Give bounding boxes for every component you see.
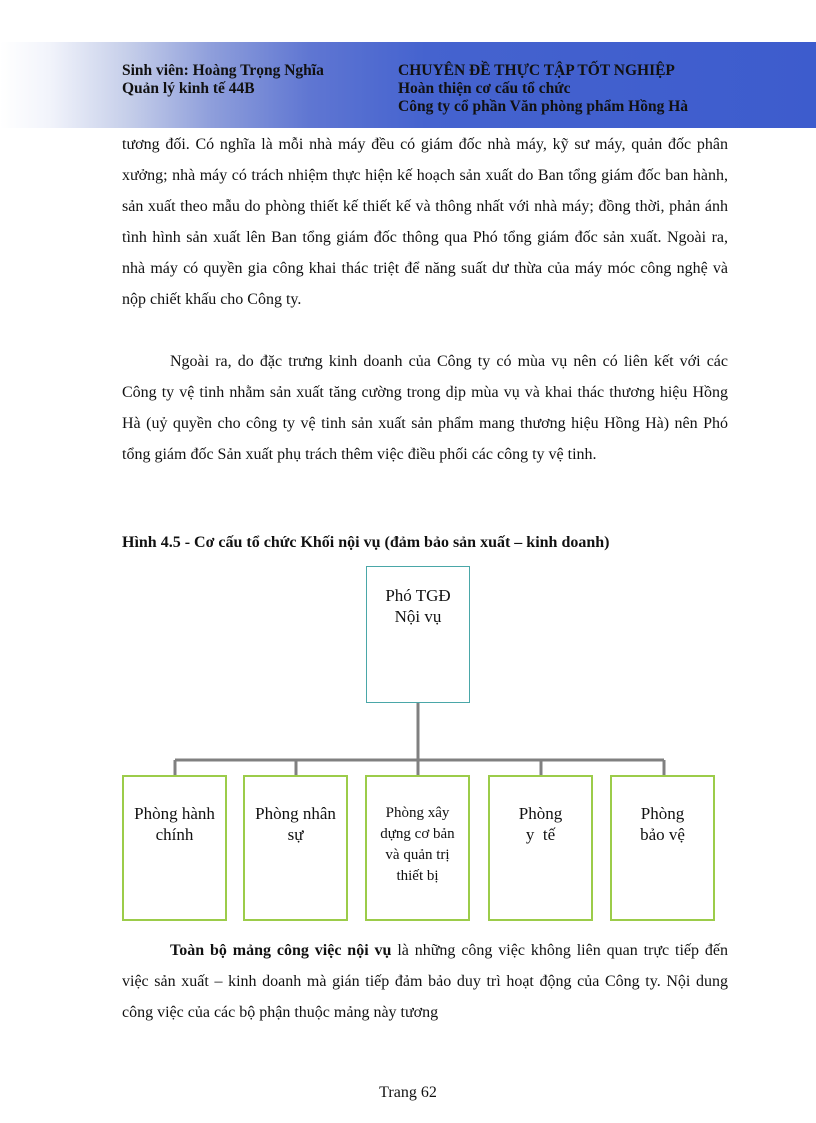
org-box-construction-line4: thiết bị xyxy=(396,868,439,884)
org-box-admin-line2: chính xyxy=(155,825,194,844)
org-box-security-line2: bảo vệ xyxy=(640,825,685,844)
org-box-admin-dept xyxy=(122,775,227,921)
paragraph-factory-autonomy: tương đối. Có nghĩa là mỗi nhà máy đều có giám đốc nhà máy, kỹ sư máy, quản đốc phân xưởng; nhà máy có trách nhiệm thực hiện kế hoạch sản xuất do Ban tổng giám đốc ban hành, sản xuất theo mẫu do phòng thiết kế thiết kế và thông nhất với nhà máy; đồng thời, phản ánh tình hình sản xuất lên Ban tổng giám đốc thông qua Phó tổng giám đốc sản xuất. Ngoài ra, nhà máy có quyền gia công khai thác triệt để năng suất dư thừa của máy móc công nghệ và nộp chiết khấu cho Công ty. xyxy=(122,136,728,308)
org-box-construction-line3: và quản trị xyxy=(385,847,450,863)
paragraph-satellite-companies: Ngoài ra, do đặc trưng kinh doanh của Công ty có mùa vụ nên có liên kết với các Công ty vệ tinh nhằm sản xuất tăng cường trong dịp mùa vụ và khai thác thương hiệu Hồng Hà (uỷ quyền cho công ty vệ tinh sản xuất sản phẩm mang thương hiệu Hồng Hà) nên Phó tổng giám đốc Sản xuất phụ trách thêm việc điều phối các công ty vệ tinh. xyxy=(122,353,728,463)
org-box-medical-line1: Phòng xyxy=(518,804,563,823)
paragraph-internal-affairs-bold: Toàn bộ mảng công việc nội vụ xyxy=(170,942,392,959)
org-box-deputy-line1: Phó TGĐ xyxy=(385,586,451,605)
header-student-name: Sinh viên: Hoàng Trọng Nghĩa xyxy=(122,62,324,79)
org-box-medical-dept xyxy=(488,775,593,921)
header-thesis-type: CHUYÊN ĐỀ THỰC TẬP TỐT NGHIỆP xyxy=(398,62,675,79)
paragraph-internal-affairs xyxy=(122,935,728,1028)
page-number: Trang 62 xyxy=(379,1084,437,1101)
header-class: Quản lý kinh tế 44B xyxy=(122,80,255,97)
header-thesis-title: Hoàn thiện cơ cấu tổ chức xyxy=(398,80,571,97)
org-box-medical-line2: y tế xyxy=(525,825,556,844)
org-box-deputy-line2: Nội vụ xyxy=(394,607,442,626)
org-box-construction-line1: Phòng xây xyxy=(385,805,450,821)
org-box-security-line1: Phòng xyxy=(640,804,685,823)
org-box-construction-line2: dựng cơ bản xyxy=(380,826,455,842)
org-box-construction-dept xyxy=(365,775,470,921)
org-box-hr-dept xyxy=(243,775,348,921)
org-box-hr-line1: Phòng nhân xyxy=(255,804,336,823)
org-box-admin-line1: Phòng hành xyxy=(134,804,215,823)
header-company: Công ty cổ phần Văn phòng phẩm Hồng Hà xyxy=(398,98,688,115)
org-box-security-dept xyxy=(610,775,715,921)
figure-caption: Hình 4.5 - Cơ cấu tổ chức Khối nội vụ (đảm bảo sản xuất – kinh doanh) xyxy=(122,534,610,551)
org-box-deputy-ceo-internal xyxy=(366,566,470,703)
org-box-hr-line2: sự xyxy=(287,825,304,844)
paragraph-internal-affairs-rest: là những công việc không liên quan trực tiếp đến việc sản xuất – kinh doanh mà gián tiếp đảm bảo duy trì hoạt động của Công ty. Nội dung công việc của các bộ phận thuộc mảng này tương xyxy=(122,942,728,1021)
